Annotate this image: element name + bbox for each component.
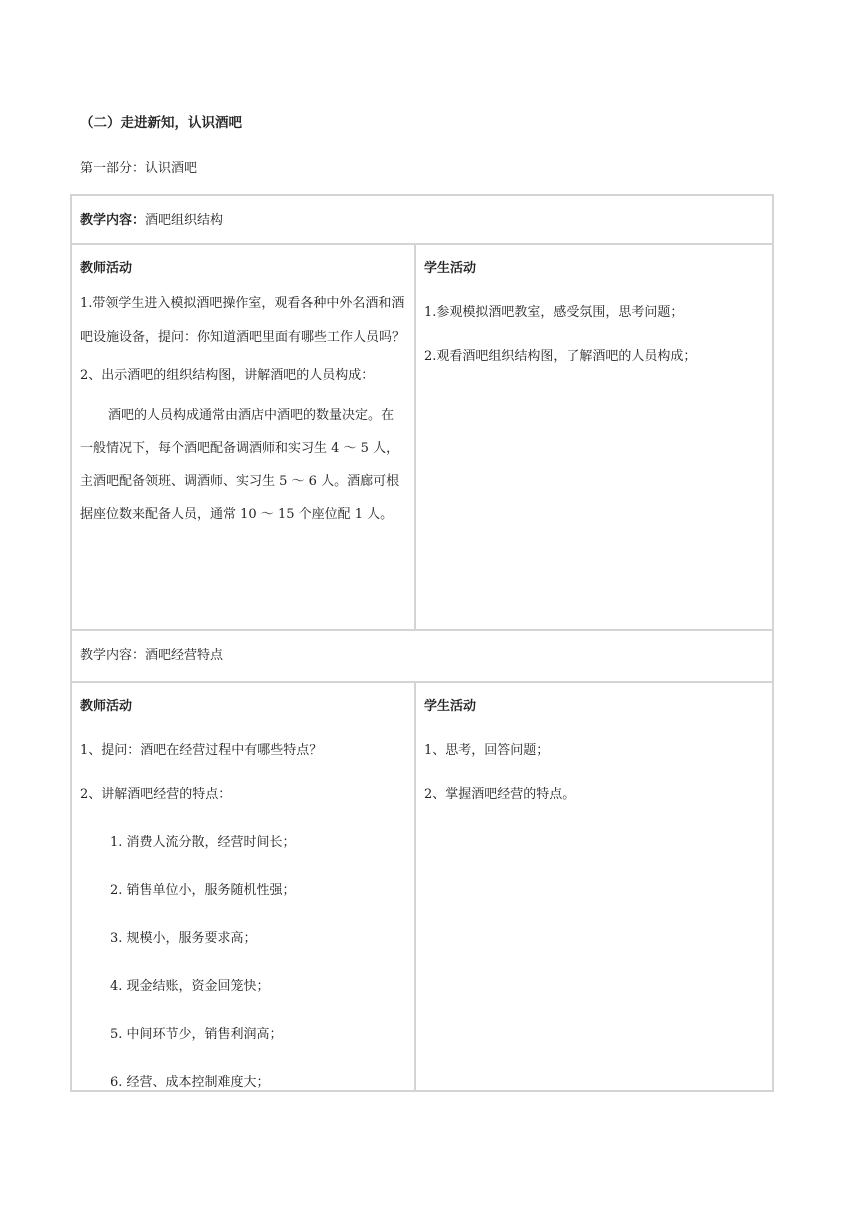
content-value: 酒吧组织结构 (145, 213, 224, 228)
feature-item-2: 2. 销售单位小，服务随机性强； (110, 883, 296, 898)
teacher-item-3: 酒吧的人员构成通常由酒店中酒吧的数量决定。在一般情况下，每个酒吧配备调酒师和实习生 4 ～ 5 人，主酒吧配备领班、调酒师、实习生 5 ～ 6 人。酒廊可根据座位数来配备人员，通常 10 ～ 15 个座位配 1 人。 (80, 408, 400, 522)
student-header: 学生活动 (424, 261, 477, 276)
part-title: 第一部分：认识酒吧 (80, 161, 198, 176)
content-row-2 (72, 631, 772, 683)
student-item-2: 2.观看酒吧组织结构图，了解酒吧的人员构成； (424, 349, 697, 364)
teacher-item-2: 2、出示酒吧的组织结构图，讲解酒吧的人员构成： (80, 368, 375, 383)
teacher-item-2-1: 1、提问：酒吧在经营过程中有哪些特点？ (80, 743, 323, 758)
student-item-1: 1.参观模拟酒吧教室，感受氛围，思考问题； (424, 305, 684, 320)
teacher-item-2-2: 2、讲解酒吧经营的特点： (80, 787, 232, 802)
content-text-2: 教学内容：酒吧经营特点 (80, 648, 224, 663)
feature-item-3: 3. 规模小，服务要求高； (110, 931, 257, 946)
feature-item-6: 6. 经营、成本控制难度大； (110, 1075, 270, 1090)
teacher-activity-cell-2 (72, 683, 416, 1090)
student-item-2-1: 1、思考，回答问题； (424, 743, 550, 758)
teacher-header: 教师活动 (80, 261, 133, 276)
section-title: （二）走进新知，认识酒吧 (80, 115, 242, 131)
teacher-item-1: 1.带领学生进入模拟酒吧操作室，观看各种中外名酒和酒吧设施设备，提问：你知道酒吧里面有哪些工作人员吗？ (80, 296, 406, 345)
content-row-1 (72, 196, 772, 245)
student-activity-cell (416, 245, 772, 629)
student-header-2: 学生活动 (424, 699, 477, 714)
content-label: 教学内容： (80, 213, 146, 228)
student-activity-cell-2 (416, 683, 772, 1090)
activity-row-2 (72, 683, 772, 1090)
feature-item-5: 5. 中间环节少，销售利润高； (110, 1027, 283, 1042)
student-item-2-2: 2、掌握酒吧经营的特点。 (424, 787, 576, 802)
feature-item-4: 4. 现金结账，资金回笼快； (110, 979, 270, 994)
lesson-table (70, 194, 774, 1092)
activity-row-1 (72, 245, 772, 631)
teacher-activity-cell (72, 245, 416, 629)
teacher-header-2: 教师活动 (80, 699, 133, 714)
feature-item-1: 1. 消费人流分散，经营时间长； (110, 835, 296, 850)
